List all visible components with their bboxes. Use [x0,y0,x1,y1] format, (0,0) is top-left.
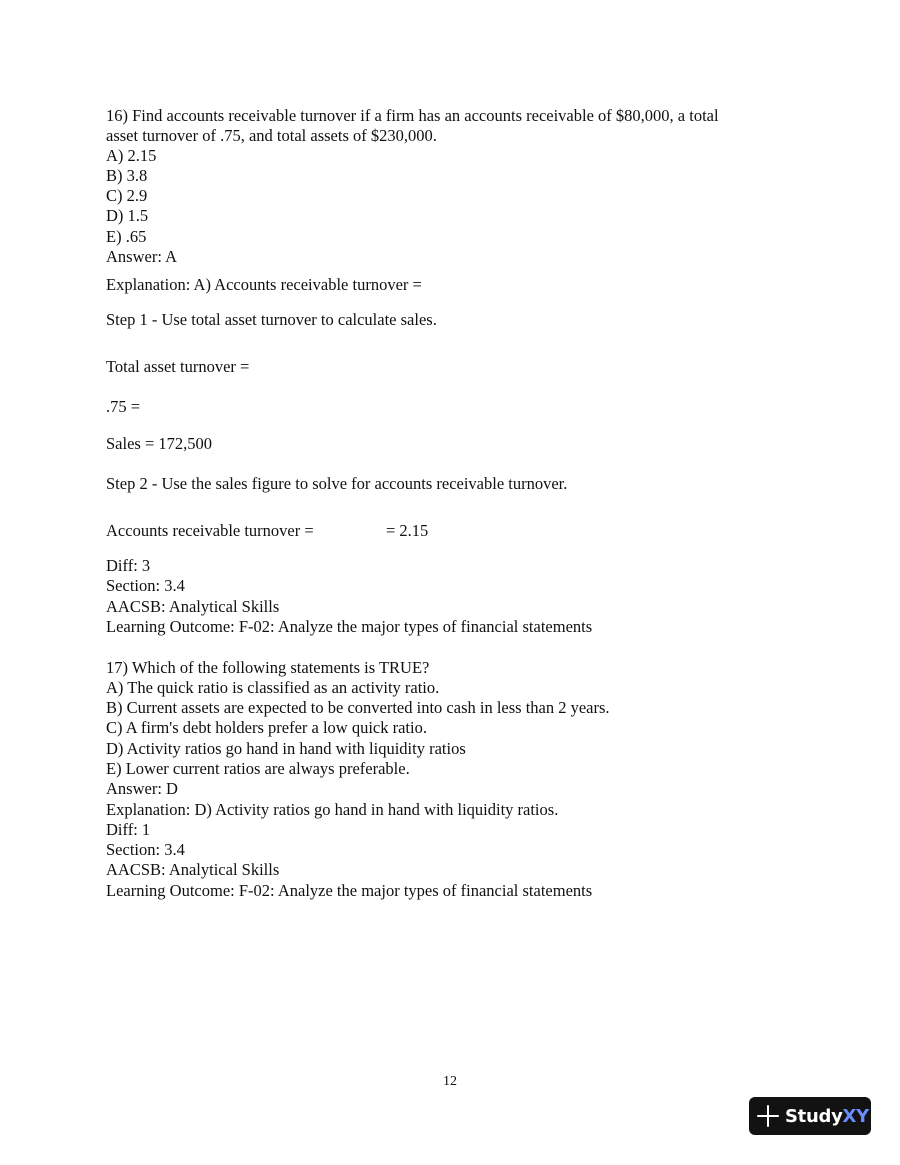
q17-answer: Answer: D [106,779,178,798]
plus-icon [757,1105,779,1127]
q16-sales: Sales = 172,500 [106,434,213,453]
q16-option-b: B) 3.8 [106,166,148,185]
badge-text-xy: XY [842,1105,869,1127]
q16-step-2: Step 2 - Use the sales figure to solve for accounts receivable turnover. [106,474,568,493]
q16-learning-outcome: Learning Outcome: F-02: Analyze the major types of financial statements [106,617,593,636]
q17-option-a: A) The quick ratio is classified as an activity ratio. [106,678,440,697]
q17-question: 17) Which of the following statements is TRUE? [106,658,430,677]
q17-option-d: D) Activity ratios go hand in hand with liquidity ratios [106,739,466,758]
q17-aacsb: AACSB: Analytical Skills [106,860,280,879]
q16-question-line-2: asset turnover of .75, and total assets of $230,000. [106,126,437,145]
q16-option-c: C) 2.9 [106,186,148,205]
q17-option-c: C) A firm's debt holders prefer a low quick ratio. [106,718,427,737]
q16-aacsb: AACSB: Analytical Skills [106,597,280,616]
q16-option-d: D) 1.5 [106,206,149,225]
q17-explanation: Explanation: D) Activity ratios go hand in hand with liquidity ratios. [106,800,559,819]
badge-label [785,1106,869,1127]
q16-total-asset-turnover: Total asset turnover = [106,357,250,376]
q16-explanation: Explanation: A) Accounts receivable turnover = [106,275,422,294]
q16-ar-result: = 2.15 [386,521,429,540]
q17-learning-outcome: Learning Outcome: F-02: Analyze the major types of financial statements [106,881,593,900]
q16-equation-75: .75 = [106,397,141,416]
badge-text-study: Study [785,1105,843,1127]
q17-option-e: E) Lower current ratios are always preferable. [106,759,410,778]
q16-option-a: A) 2.15 [106,146,157,165]
q17-section: Section: 3.4 [106,840,185,859]
q16-diff: Diff: 3 [106,556,151,575]
studyxy-badge[interactable] [749,1097,871,1135]
q17-option-b: B) Current assets are expected to be converted into cash in less than 2 years. [106,698,610,717]
page-number: 12 [443,1074,457,1089]
q17-diff: Diff: 1 [106,820,151,839]
q16-section: Section: 3.4 [106,576,185,595]
q16-ar-turnover: Accounts receivable turnover = [106,521,314,540]
q16-question-line-1: 16) Find accounts receivable turnover if a firm has an accounts receivable of $80,000, a total [106,106,719,125]
q16-answer: Answer: A [106,247,178,266]
q16-step-1: Step 1 - Use total asset turnover to calculate sales. [106,310,437,329]
q16-option-e: E) .65 [106,227,147,246]
